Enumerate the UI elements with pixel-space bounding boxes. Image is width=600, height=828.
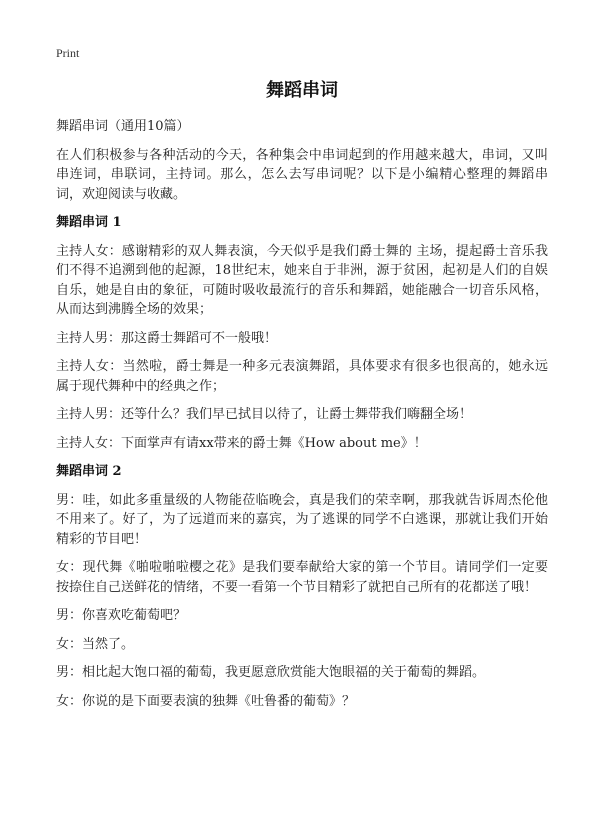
paragraph: 男：哇，如此多重量级的人物能莅临晚会，真是我们的荣幸啊，那我就告诉周杰伦他不用来了。好了，为了远道而来的嘉宾，为了逃课的同学不白逃课，那就让我们开始精彩的节目吧！ bbox=[56, 492, 548, 547]
paragraph: 男：相比起大饱口福的葡萄，我更愿意欣赏能大饱眼福的关于葡萄的舞蹈。 bbox=[56, 665, 486, 680]
intro-paragraph: 在人们积极参与各种活动的今天，各种集会中串词起到的作用越来越大，串词，又叫串连词，串联词，主持词。那么，怎么去写串词呢？以下是小编精心整理的舞蹈串词，欢迎阅读与收藏。 bbox=[56, 147, 548, 202]
paragraph: 主持人男：还等什么？我们早已拭目以待了，让爵士舞带我们嗨翻全场！ bbox=[56, 407, 473, 422]
document-body bbox=[56, 78, 548, 720]
paragraph: 主持人女：当然啦，爵士舞是一种多元表演舞蹈，具体要求有很多也很高的，她永远属于现代舞种中的经典之作； bbox=[56, 359, 548, 394]
paragraph: 主持人女：下面掌声有请xx带来的爵士舞《How about me》！ bbox=[56, 435, 427, 451]
document-subtitle: 舞蹈串词（通用10篇） bbox=[56, 119, 190, 134]
print-link[interactable]: Print bbox=[56, 46, 80, 60]
section-heading: 舞蹈串词 1 bbox=[56, 215, 122, 230]
page-title: 舞蹈串词 bbox=[266, 80, 338, 101]
section-2 bbox=[56, 462, 548, 711]
paragraph: 女：现代舞《啪啦啪啦樱之花》是我们要奉献给大家的第一个节目。请同学们一定要按捺住自己送鲜花的情绪，不要一看第一个节目精彩了就把自己所有的花都送了哦！ bbox=[56, 560, 548, 595]
paragraph: 女：当然了。 bbox=[56, 636, 135, 652]
paragraph: 女：你说的是下面要表演的独舞《吐鲁番的葡萄》？ bbox=[56, 693, 356, 709]
section-heading: 舞蹈串词 2 bbox=[56, 464, 122, 479]
paragraph: 主持人女：感谢精彩的双人舞表演，今天似乎是我们爵士舞的 主场，提起爵士音乐我们不得不追溯到他的起源，18世纪末，她来自于非洲，源于贫困，起初是人们的自娱自乐，她是自由的象征，可随时吸收最流行的音乐和舞蹈，她能融合一切音乐风格，从而达到沸腾全场的效果； bbox=[56, 243, 548, 317]
section-1 bbox=[56, 213, 548, 453]
paragraph: 主持人男：那这爵士舞蹈可不一般哦！ bbox=[56, 330, 278, 346]
paragraph: 男：你喜欢吃葡萄吧？ bbox=[56, 608, 187, 623]
